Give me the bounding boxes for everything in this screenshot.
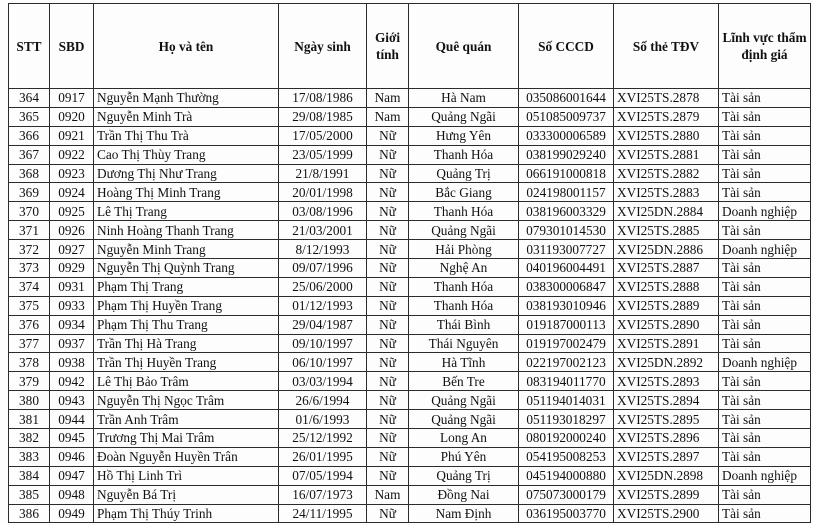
cell-birth-date: 29/08/1985 [279,107,367,126]
cell-sbd: 0942 [50,372,94,391]
cell-hometown: Thanh Hóa [409,277,519,296]
cell-stt: 369 [9,183,50,202]
cell-hometown: Thanh Hóa [409,202,519,221]
header-card-number: Số thẻ TĐV [614,4,719,89]
cell-sbd: 0933 [50,296,94,315]
cell-id-number: 038193010946 [519,296,614,315]
cell-appraisal-field: Tài sản [719,296,811,315]
cell-id-number: 022197002123 [519,353,614,372]
cell-stt: 380 [9,391,50,410]
cell-stt: 384 [9,466,50,485]
cell-card-number: XVI25DN.2884 [614,202,719,221]
cell-card-number: XVI25TS.2894 [614,391,719,410]
cell-gender: Nữ [367,164,409,183]
header-full-name: Họ và tên [94,4,279,89]
cell-stt: 375 [9,296,50,315]
cell-appraisal-field: Tài sản [719,372,811,391]
cell-stt: 364 [9,89,50,108]
cell-appraisal-field: Tài sản [719,164,811,183]
cell-card-number: XVI25TS.2899 [614,485,719,504]
cell-hometown: Long An [409,429,519,448]
cell-appraisal-field: Tài sản [719,410,811,429]
cell-stt: 382 [9,429,50,448]
cell-birth-date: 07/05/1994 [279,466,367,485]
cell-card-number: XVI25TS.2879 [614,107,719,126]
header-row [9,4,811,89]
cell-id-number: 019197002479 [519,334,614,353]
cell-hometown: Hưng Yên [409,126,519,145]
cell-birth-date: 17/08/1986 [279,89,367,108]
cell-full-name: Dương Thị Như Trang [94,164,279,183]
cell-gender: Nữ [367,183,409,202]
cell-sbd: 0934 [50,315,94,334]
cell-birth-date: 25/12/1992 [279,429,367,448]
cell-appraisal-field: Doanh nghiệp [719,240,811,259]
table-row [9,353,811,372]
table-body [9,89,811,523]
cell-hometown: Quảng Ngãi [409,221,519,240]
cell-birth-date: 06/10/1997 [279,353,367,372]
table-row [9,504,811,523]
cell-appraisal-field: Tài sản [719,429,811,448]
cell-appraisal-field: Tài sản [719,107,811,126]
table-row [9,126,811,145]
cell-id-number: 054195008253 [519,447,614,466]
cell-full-name: Phạm Thị Thúy Trinh [94,504,279,523]
cell-gender: Nữ [367,202,409,221]
cell-gender: Nữ [367,126,409,145]
cell-sbd: 0922 [50,145,94,164]
cell-appraisal-field: Tài sản [719,221,811,240]
cell-full-name: Trần Thị Hà Trang [94,334,279,353]
cell-id-number: 045194000880 [519,466,614,485]
cell-full-name: Trần Thị Huyền Trang [94,353,279,372]
candidate-table [8,3,811,523]
cell-sbd: 0931 [50,277,94,296]
cell-card-number: XVI25DN.2892 [614,353,719,372]
table-row [9,221,811,240]
cell-hometown: Bến Tre [409,372,519,391]
cell-id-number: 083194011770 [519,372,614,391]
cell-birth-date: 03/03/1994 [279,372,367,391]
header-birth-date: Ngày sinh [279,4,367,89]
cell-full-name: Hồ Thị Linh Trì [94,466,279,485]
cell-id-number: 033300006589 [519,126,614,145]
cell-hometown: Quảng Trị [409,164,519,183]
header-sbd: SBD [50,4,94,89]
cell-card-number: XVI25TS.2896 [614,429,719,448]
cell-card-number: XVI25TS.2895 [614,410,719,429]
cell-birth-date: 09/07/1996 [279,259,367,278]
cell-full-name: Trần Anh Trâm [94,410,279,429]
cell-full-name: Cao Thị Thùy Trang [94,145,279,164]
header-appraisal-field: Lĩnh vực thẩm định giá [719,4,811,89]
cell-id-number: 038196003329 [519,202,614,221]
cell-hometown: Hải Phòng [409,240,519,259]
cell-card-number: XVI25TS.2888 [614,277,719,296]
cell-appraisal-field: Tài sản [719,277,811,296]
cell-gender: Nữ [367,353,409,372]
table-row [9,410,811,429]
cell-card-number: XVI25TS.2881 [614,145,719,164]
table-row [9,164,811,183]
cell-hometown: Quảng Trị [409,466,519,485]
cell-appraisal-field: Doanh nghiệp [719,353,811,372]
cell-gender: Nam [367,107,409,126]
cell-gender: Nữ [367,240,409,259]
cell-stt: 377 [9,334,50,353]
header-gender: Giới tính [367,4,409,89]
cell-gender: Nữ [367,334,409,353]
table-row [9,372,811,391]
cell-hometown: Thái Nguyên [409,334,519,353]
cell-card-number: XVI25TS.2897 [614,447,719,466]
table-row [9,466,811,485]
cell-gender: Nam [367,89,409,108]
table-row [9,277,811,296]
cell-stt: 378 [9,353,50,372]
cell-gender: Nữ [367,145,409,164]
cell-id-number: 075073000179 [519,485,614,504]
cell-sbd: 0948 [50,485,94,504]
cell-gender: Nữ [367,259,409,278]
cell-hometown: Đồng Nai [409,485,519,504]
cell-id-number: 035086001644 [519,89,614,108]
cell-birth-date: 17/05/2000 [279,126,367,145]
table-row [9,107,811,126]
cell-hometown: Nam Định [409,504,519,523]
cell-birth-date: 25/06/2000 [279,277,367,296]
cell-hometown: Thanh Hóa [409,145,519,164]
cell-full-name: Nguyễn Minh Trà [94,107,279,126]
cell-card-number: XVI25TS.2882 [614,164,719,183]
cell-gender: Nữ [367,221,409,240]
cell-hometown: Bắc Giang [409,183,519,202]
cell-birth-date: 03/08/1996 [279,202,367,221]
cell-sbd: 0925 [50,202,94,221]
cell-sbd: 0927 [50,240,94,259]
cell-sbd: 0921 [50,126,94,145]
cell-full-name: Phạm Thị Thu Trang [94,315,279,334]
cell-birth-date: 26/6/1994 [279,391,367,410]
cell-appraisal-field: Tài sản [719,391,811,410]
table-row [9,183,811,202]
cell-id-number: 038300006847 [519,277,614,296]
cell-stt: 372 [9,240,50,259]
header-stt: STT [9,4,50,89]
cell-card-number: XVI25TS.2893 [614,372,719,391]
cell-appraisal-field: Tài sản [719,183,811,202]
cell-birth-date: 16/07/1973 [279,485,367,504]
cell-gender: Nữ [367,447,409,466]
cell-gender: Nữ [367,277,409,296]
cell-gender: Nữ [367,429,409,448]
cell-appraisal-field: Tài sản [719,145,811,164]
cell-appraisal-field: Tài sản [719,504,811,523]
cell-sbd: 0947 [50,466,94,485]
cell-birth-date: 01/6/1993 [279,410,367,429]
cell-id-number: 066191000818 [519,164,614,183]
cell-sbd: 0943 [50,391,94,410]
cell-stt: 381 [9,410,50,429]
cell-gender: Nam [367,485,409,504]
cell-stt: 379 [9,372,50,391]
cell-appraisal-field: Tài sản [719,89,811,108]
cell-appraisal-field: Tài sản [719,126,811,145]
cell-id-number: 051193018297 [519,410,614,429]
cell-sbd: 0929 [50,259,94,278]
cell-card-number: XVI25TS.2880 [614,126,719,145]
cell-appraisal-field: Tài sản [719,485,811,504]
cell-appraisal-field: Tài sản [719,315,811,334]
header-hometown: Quê quán [409,4,519,89]
cell-full-name: Nguyễn Minh Trang [94,240,279,259]
cell-stt: 383 [9,447,50,466]
cell-sbd: 0926 [50,221,94,240]
cell-stt: 366 [9,126,50,145]
cell-birth-date: 20/01/1998 [279,183,367,202]
cell-sbd: 0920 [50,107,94,126]
cell-card-number: XVI25TS.2885 [614,221,719,240]
cell-card-number: XVI25TS.2883 [614,183,719,202]
cell-stt: 370 [9,202,50,221]
cell-full-name: Lê Thị Bảo Trâm [94,372,279,391]
cell-birth-date: 24/11/1995 [279,504,367,523]
cell-sbd: 0938 [50,353,94,372]
table-row [9,334,811,353]
cell-gender: Nữ [367,372,409,391]
cell-sbd: 0923 [50,164,94,183]
cell-appraisal-field: Tài sản [719,334,811,353]
cell-birth-date: 21/8/1991 [279,164,367,183]
cell-hometown: Quảng Ngãi [409,107,519,126]
cell-full-name: Phạm Thị Trang [94,277,279,296]
cell-full-name: Trần Thị Thu Trà [94,126,279,145]
cell-appraisal-field: Doanh nghiệp [719,202,811,221]
cell-id-number: 051085009737 [519,107,614,126]
cell-birth-date: 01/12/1993 [279,296,367,315]
cell-stt: 371 [9,221,50,240]
cell-hometown: Nghệ An [409,259,519,278]
cell-full-name: Ninh Hoàng Thanh Trang [94,221,279,240]
table-row [9,485,811,504]
header-id-number: Số CCCD [519,4,614,89]
cell-card-number: XVI25TS.2889 [614,296,719,315]
cell-appraisal-field: Tài sản [719,259,811,278]
cell-stt: 368 [9,164,50,183]
cell-card-number: XVI25TS.2891 [614,334,719,353]
table-row [9,391,811,410]
table-row [9,240,811,259]
cell-hometown: Quảng Ngãi [409,410,519,429]
cell-stt: 376 [9,315,50,334]
cell-sbd: 0937 [50,334,94,353]
cell-hometown: Hà Tĩnh [409,353,519,372]
cell-full-name: Phạm Thị Huyền Trang [94,296,279,315]
cell-gender: Nữ [367,315,409,334]
cell-appraisal-field: Tài sản [719,447,811,466]
cell-hometown: Thái Bình [409,315,519,334]
cell-gender: Nữ [367,410,409,429]
cell-sbd: 0924 [50,183,94,202]
cell-card-number: XVI25TS.2900 [614,504,719,523]
table-row [9,145,811,164]
table-row [9,447,811,466]
table-row [9,259,811,278]
cell-full-name: Đoàn Nguyễn Huyền Trân [94,447,279,466]
cell-stt: 373 [9,259,50,278]
cell-id-number: 051194014031 [519,391,614,410]
cell-gender: Nữ [367,466,409,485]
cell-stt: 374 [9,277,50,296]
cell-birth-date: 09/10/1997 [279,334,367,353]
cell-stt: 367 [9,145,50,164]
cell-id-number: 031193007727 [519,240,614,259]
cell-birth-date: 26/01/1995 [279,447,367,466]
cell-id-number: 019187000113 [519,315,614,334]
cell-id-number: 040196004491 [519,259,614,278]
cell-hometown: Quảng Ngãi [409,391,519,410]
table-row [9,202,811,221]
cell-card-number: XVI25TS.2890 [614,315,719,334]
cell-sbd: 0917 [50,89,94,108]
table-row [9,315,811,334]
cell-id-number: 080192000240 [519,429,614,448]
cell-stt: 365 [9,107,50,126]
cell-hometown: Phú Yên [409,447,519,466]
cell-full-name: Nguyễn Mạnh Thường [94,89,279,108]
cell-id-number: 024198001157 [519,183,614,202]
cell-sbd: 0944 [50,410,94,429]
cell-full-name: Trương Thị Mai Trâm [94,429,279,448]
cell-card-number: XVI25TS.2878 [614,89,719,108]
cell-full-name: Nguyễn Thị Quỳnh Trang [94,259,279,278]
cell-gender: Nữ [367,504,409,523]
cell-card-number: XVI25DN.2886 [614,240,719,259]
table-row [9,296,811,315]
table-row [9,89,811,108]
cell-hometown: Hà Nam [409,89,519,108]
cell-full-name: Lê Thị Trang [94,202,279,221]
cell-card-number: XVI25DN.2898 [614,466,719,485]
cell-card-number: XVI25TS.2887 [614,259,719,278]
cell-sbd: 0949 [50,504,94,523]
table-row [9,429,811,448]
cell-birth-date: 29/04/1987 [279,315,367,334]
cell-birth-date: 21/03/2001 [279,221,367,240]
cell-full-name: Nguyễn Bá Trị [94,485,279,504]
cell-id-number: 079301014530 [519,221,614,240]
cell-id-number: 036195003770 [519,504,614,523]
cell-hometown: Thanh Hóa [409,296,519,315]
cell-full-name: Nguyễn Thị Ngọc Trâm [94,391,279,410]
cell-sbd: 0946 [50,447,94,466]
cell-sbd: 0945 [50,429,94,448]
cell-id-number: 038199029240 [519,145,614,164]
cell-gender: Nữ [367,391,409,410]
cell-stt: 385 [9,485,50,504]
cell-birth-date: 8/12/1993 [279,240,367,259]
cell-full-name: Hoàng Thị Minh Trang [94,183,279,202]
cell-gender: Nữ [367,296,409,315]
cell-stt: 386 [9,504,50,523]
cell-appraisal-field: Doanh nghiệp [719,466,811,485]
cell-birth-date: 23/05/1999 [279,145,367,164]
